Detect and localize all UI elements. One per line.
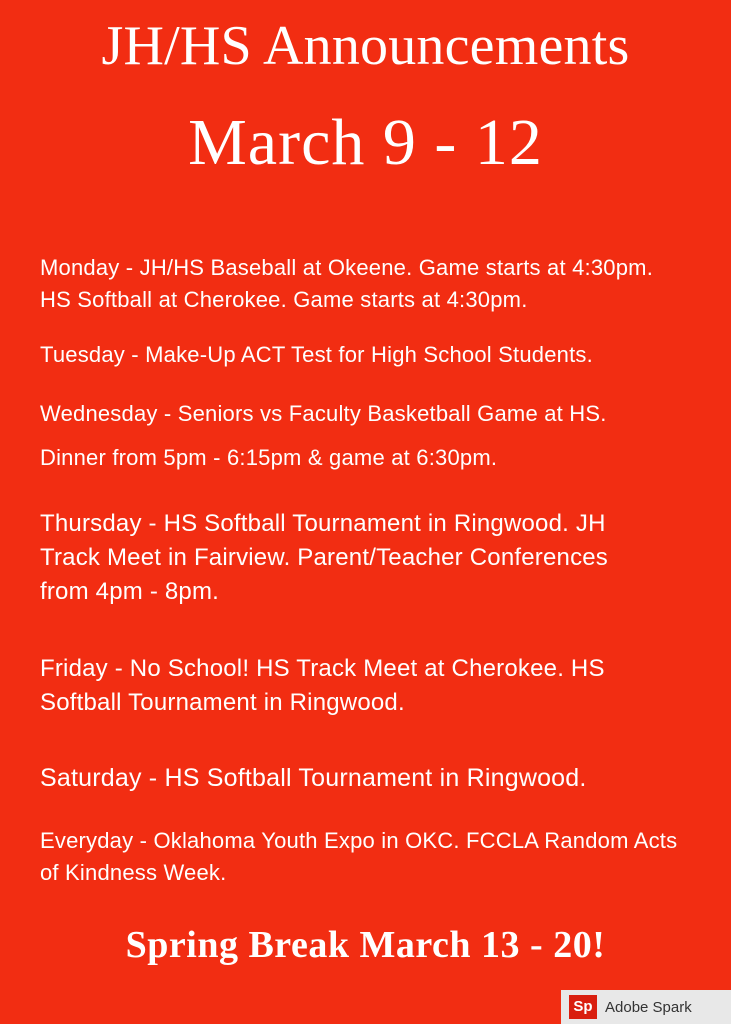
- adobe-spark-logo-icon: Sp: [569, 995, 597, 1019]
- announcement-line: from 4pm - 8pm.: [40, 578, 220, 606]
- announcement-friday: [40, 652, 720, 720]
- announcement-line: Saturday - HS Softball Tournament in Ringwood.: [40, 764, 587, 792]
- adobe-spark-badge[interactable]: [561, 990, 731, 1024]
- announcement-thursday: [40, 507, 720, 609]
- announcement-line: HS Softball at Cherokee. Game starts at 4:30pm.: [40, 286, 528, 312]
- announcement-line: Friday - No School! HS Track Meet at Cherokee. HS: [40, 655, 605, 682]
- announcement-line: Monday - JH/HS Baseball at Okeene. Game starts at 4:30pm.: [40, 255, 654, 280]
- announcement-line: Track Meet in Fairview. Parent/Teacher Conferences: [40, 544, 609, 572]
- announcement-line: Everyday - Oklahoma Youth Expo in OKC. FCCLA Random Acts: [40, 828, 678, 853]
- adobe-spark-label: Adobe Spark: [605, 998, 692, 1016]
- page-title: JH/HS Announcements: [101, 15, 630, 77]
- date-range-heading: March 9 - 12: [188, 106, 543, 179]
- announcement-monday: [40, 252, 720, 316]
- announcement-line: Softball Tournament in Ringwood.: [40, 689, 405, 717]
- announcement-line: Tuesday - Make-Up ACT Test for High School Students.: [40, 342, 593, 367]
- announcement-line: of Kindness Week.: [40, 859, 227, 885]
- announcement-wednesday: [40, 398, 720, 474]
- announcement-line: Wednesday - Seniors vs Faculty Basketball Game at HS.: [40, 401, 607, 426]
- announcement-tuesday: [40, 339, 720, 371]
- announcement-line: Thursday - HS Softball Tournament in Ringwood. JH: [40, 510, 606, 537]
- spring-break-banner: Spring Break March 13 - 20!: [125, 924, 606, 966]
- announcement-line: Dinner from 5pm - 6:15pm & game at 6:30pm.: [40, 444, 498, 470]
- announcement-saturday: [40, 760, 720, 796]
- announcement-everyday: [40, 825, 720, 889]
